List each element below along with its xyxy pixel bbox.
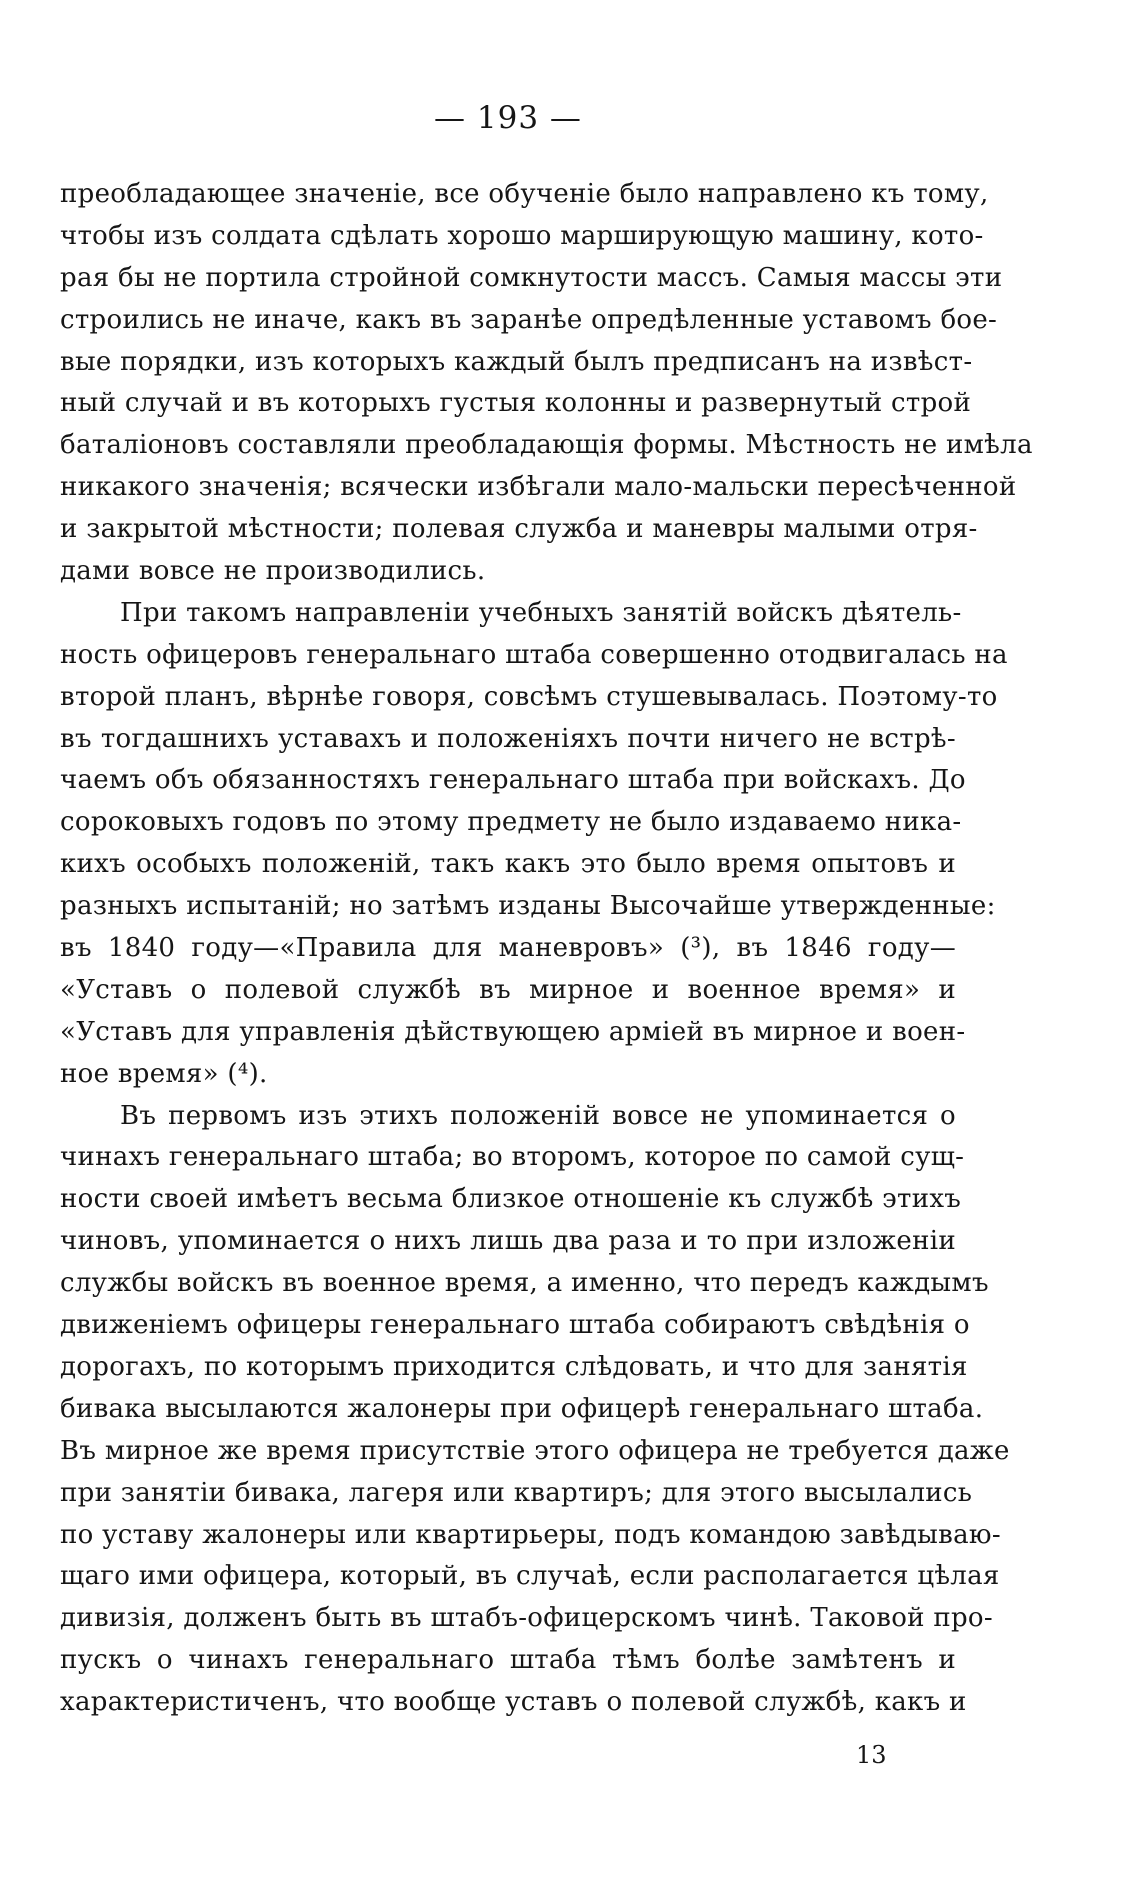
text-line: по уставу жалонеры или квартирьеры, подъ командою завѣдываю- (60, 1519, 1001, 1550)
text-line: пускъ о чинахъ генеральнаго штаба тѣмъ болѣе замѣтенъ и (60, 1645, 956, 1676)
text-line: чиновъ, упоминается о нихъ лишь два раза и то при изложеніи (60, 1226, 956, 1257)
text-line: бивака высылаются жалонеры при офицерѣ генеральнаго штаба. (60, 1393, 984, 1424)
text-line: дивизія, долженъ быть въ штабъ-офицерскомъ чинѣ. Таковой про- (60, 1603, 993, 1634)
text-line: чаемъ объ обязанностяхъ генеральнаго штаба при войскахъ. До (60, 765, 966, 796)
text-line: чинахъ генеральнаго штаба; во второмъ, которое по самой сущ- (60, 1142, 965, 1173)
text-line: преобладающее значеніе, все обученіе было направлено къ тому, (60, 179, 989, 209)
text-line: ный случай и въ которыхъ густыя колонны и развернутый строй (60, 388, 972, 419)
text-line: характеристиченъ, что вообще уставъ о полевой службѣ, какъ и (60, 1687, 967, 1718)
text-line: дами вовсе не производились. (60, 556, 486, 587)
body-text (60, 174, 1033, 1724)
text-line: баталіоновъ составляли преобладающія формы. Мѣстность не имѣла (60, 430, 1033, 461)
text-line: Въ мирное же время присутствіе этого офицера не требуется даже (60, 1435, 1010, 1466)
text-line: сороковыхъ годовъ по этому предмету не было издаваемо ника- (60, 807, 962, 838)
text-line: рая бы не портила стройной сомкнутости массъ. Самыя массы эти (60, 262, 1003, 293)
text-line: чтобы изъ солдата сдѣлать хорошо марширующую машину, кото- (60, 220, 984, 251)
page-number-header: — 193 — (434, 100, 582, 136)
text-line: «Уставъ о полевой службѣ въ мирное и военное время» и (60, 974, 956, 1005)
text-line: кихъ особыхъ положеній, такъ какъ это было время опытовъ и (60, 849, 956, 880)
text-line: ности своей имѣетъ весьма близкое отношеніе къ службѣ этихъ (60, 1184, 962, 1215)
text-line: второй планъ, вѣрнѣе говоря, совсѣмъ стушевывалась. Поэтому-то (60, 681, 998, 712)
book-page (60, 0, 1033, 1879)
signature-mark: 13 (856, 1741, 887, 1769)
text-line: никакого значенія; всячески избѣгали мало-мальски пересѣченной (60, 472, 1017, 503)
text-line: вые порядки, изъ которыхъ каждый былъ предписанъ на извѣст- (60, 346, 973, 377)
text-line: строились не иначе, какъ въ заранѣе опредѣленные уставомъ бое- (60, 304, 998, 335)
text-line: дорогахъ, по которымъ приходится слѣдовать, и что для занятія (60, 1351, 968, 1382)
text-line: службы войскъ въ военное время, а именно, что передъ каждымъ (60, 1268, 989, 1299)
text-line: ное время» (⁴). (60, 1058, 268, 1089)
text-line: ность офицеровъ генеральнаго штаба совершенно отодвигалась на (60, 639, 1008, 670)
text-line: Въ первомъ изъ этихъ положеній вовсе не упоминается о (120, 1100, 956, 1131)
text-line: щаго ими офицера, который, въ случаѣ, если располагается цѣлая (60, 1561, 1000, 1592)
text-line: при занятіи бивака, лагеря или квартиръ; для этого высылались (60, 1477, 973, 1508)
text-line: въ 1840 году—«Правила для маневровъ» (³), въ 1846 году— (60, 933, 956, 964)
text-line: и закрытой мѣстности; полевая служба и маневры малыми отря- (60, 514, 978, 545)
text-line: движеніемъ офицеры генеральнаго штаба собираютъ свѣдѣнія о (60, 1310, 970, 1341)
text-line: въ тогдашнихъ уставахъ и положеніяхъ почти ничего не встрѣ- (60, 723, 956, 754)
text-line: «Уставъ для управленія дѣйствующею арміей въ мирное и воен- (60, 1016, 966, 1047)
text-line: При такомъ направленіи учебныхъ занятій войскъ дѣятель- (120, 597, 962, 628)
text-line: разныхъ испытаній; но затѣмъ изданы Высочайше утвержденные: (60, 891, 996, 922)
